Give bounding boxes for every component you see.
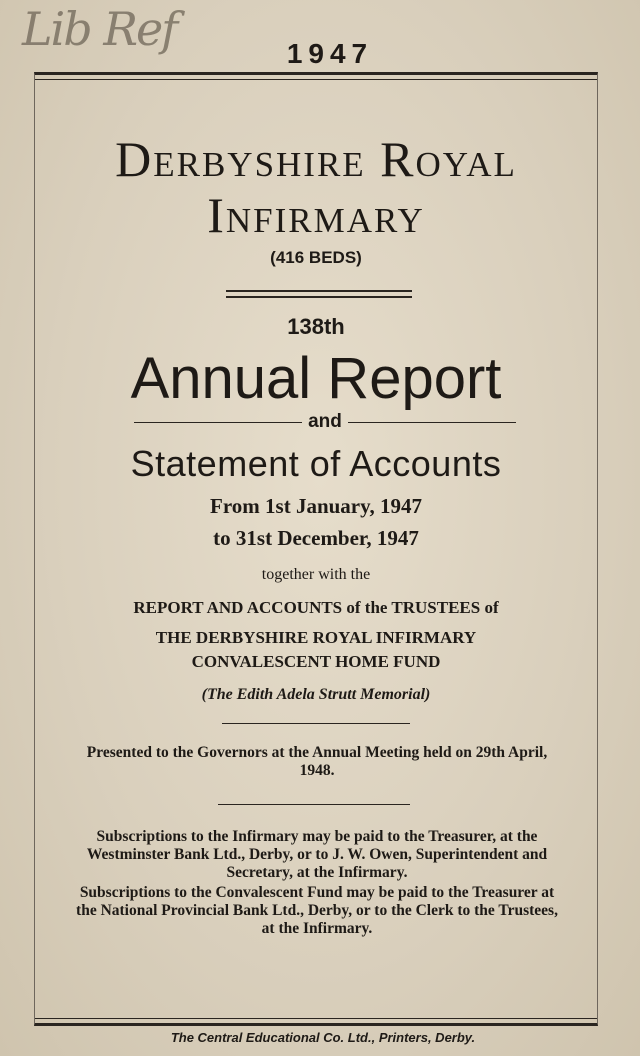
trustees-line3: CONVALESCENT HOME FUND [191,652,441,671]
period-start: From 1st January, 1947 [210,494,422,518]
report-ordinal: 138th [287,314,345,339]
memorial-name: (The Edith Adela Strutt Memorial) [201,686,431,703]
institution-title-line2: Infirmary [207,187,425,243]
cover-year: 1947 [286,38,374,69]
convalescent-subscriptions-note: Subscriptions to the Convalescent Fund may be paid to the Treasurer at the National Provincial Bank Ltd., Derby, or to the Clerk to the Trustees, at the Infirmary. [76,884,558,937]
handwritten-annotation: Lib Ref [22,2,177,56]
divider-line-right [348,422,516,423]
and-divider [134,412,516,432]
report-heading: Annual Report [130,346,502,411]
institution-title-line1: Derbyshire Royal [115,131,517,187]
trustees-line1: REPORT AND ACCOUNTS of the TRUSTEES of [133,598,499,617]
report-subheading: Statement of Accounts [130,443,502,484]
section-rule-lower [218,804,410,805]
presented-statement: Presented to the Governors at the Annual Meeting held on 29th April, 1948. [86,744,548,779]
divider-line-left [134,422,302,423]
together-with-text: together with the [261,566,371,583]
bed-count: (416 BEDS) [270,248,362,267]
printer-imprint: The Central Educational Co. Ltd., Printers, Derby. [170,1030,476,1045]
double-rule-divider [226,290,412,298]
period-end: to 31st December, 1947 [213,526,419,550]
trustees-line2: THE DERBYSHIRE ROYAL INFIRMARY [155,628,477,647]
conjunction-text: and [308,411,342,432]
infirmary-subscriptions-note: Subscriptions to the Infirmary may be paid to the Treasurer, at the Westminster Bank Ltd., Derby, or to J. W. Owen, Superintendent and Secretary, at the Infirmary. [86,828,548,881]
section-rule-upper [222,723,410,724]
